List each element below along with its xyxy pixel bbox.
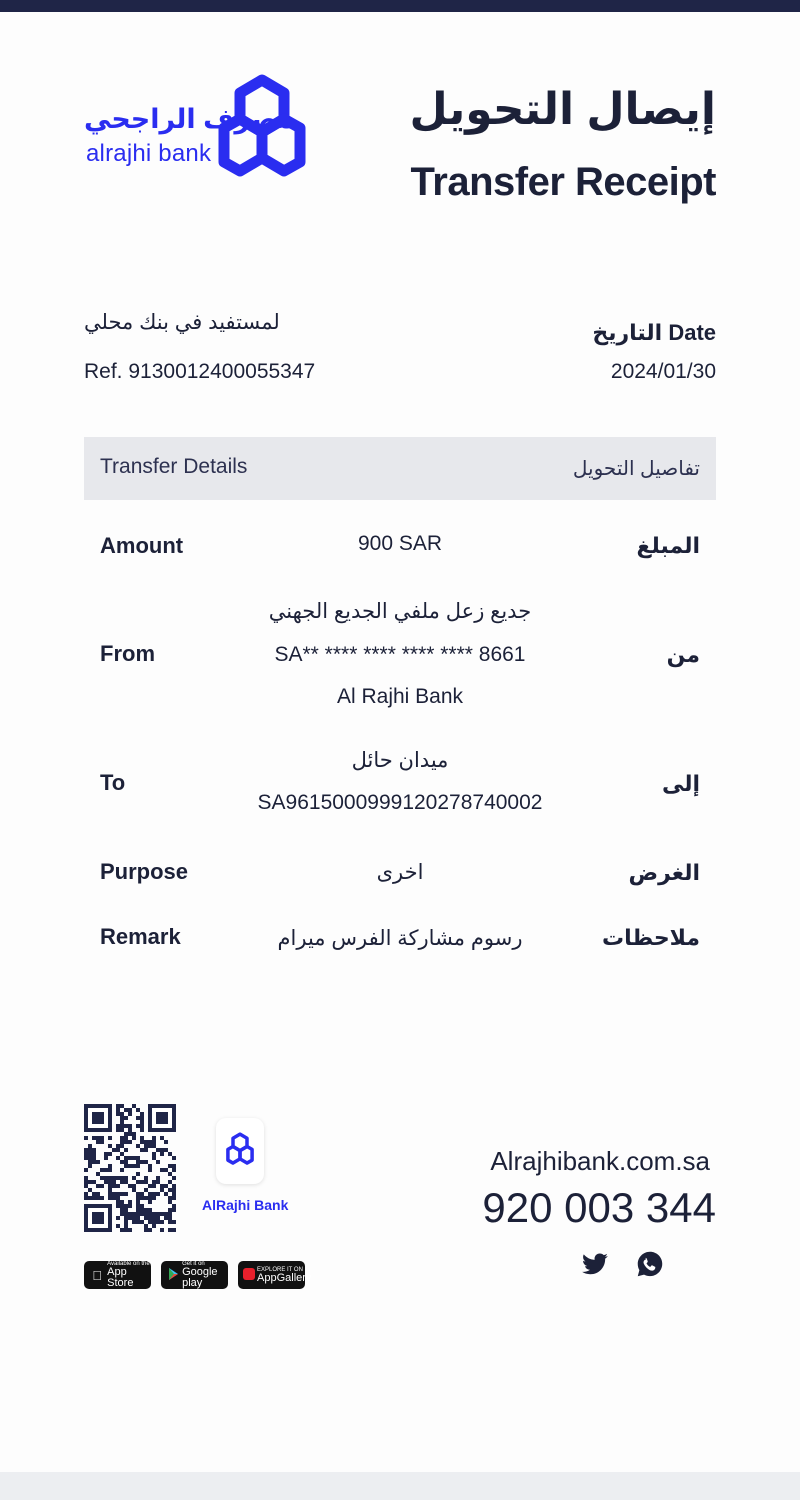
app-store-badge[interactable] [84, 1261, 151, 1289]
from-bank: Al Rajhi Bank [336, 685, 464, 708]
purpose-label-arabic: الغرض [628, 860, 700, 885]
from-label-arabic: من [666, 642, 700, 667]
remark-label-arabic: ملاحظات [602, 925, 700, 950]
apple-icon [89, 1268, 105, 1283]
qr-code[interactable] [84, 1104, 176, 1232]
to-label: To [100, 770, 126, 795]
details-header-english: Transfer Details [100, 455, 248, 478]
alrajhi-logo-icon [218, 72, 306, 188]
app-icon-tile[interactable] [216, 1118, 264, 1184]
huawei-icon [243, 1268, 255, 1283]
to-account: SA9615000999120278740002 [257, 791, 543, 814]
from-label: From [100, 641, 155, 666]
app-gallery-badge[interactable] [238, 1261, 312, 1289]
brand-name-arabic: مصرف الراجحي [84, 104, 295, 134]
app-gallery-small: EXPLORE IT ON [257, 1266, 303, 1273]
google-play-icon [166, 1268, 180, 1283]
transfer-type: لمستفيد في بنك محلي [84, 311, 280, 334]
amount-label-arabic: المبلغ [636, 533, 700, 558]
phone-number[interactable]: 920 003 344 [482, 1184, 716, 1231]
brand-name-english: alrajhi bank [86, 140, 212, 167]
bottom-strip [0, 1472, 800, 1500]
reference-number: Ref. 9130012400055347 [84, 360, 316, 383]
amount-label: Amount [100, 533, 184, 558]
app-store-big: App Store [107, 1266, 134, 1289]
app-gallery-big: AppGallery [257, 1271, 312, 1284]
purpose-value: اخرى [376, 861, 424, 884]
website-link[interactable]: Alrajhibank.com.sa [490, 1146, 710, 1176]
twitter-icon[interactable] [581, 1250, 609, 1278]
app-name: AlRajhi Bank [202, 1197, 289, 1213]
title-english: Transfer Receipt [410, 160, 716, 204]
google-play-small: Get it on [182, 1261, 205, 1267]
app-store-small: Available on the [107, 1261, 150, 1267]
to-name: ميدان حائل [351, 749, 449, 772]
from-name: جديع زعل ملفي الجديع الجهني [268, 600, 532, 623]
from-account: SA** **** **** **** **** 8661 [274, 643, 526, 666]
amount-value: 900 SAR [357, 532, 443, 555]
google-play-big: Google play [182, 1266, 218, 1289]
transfer-details-header [84, 437, 716, 500]
google-play-badge[interactable] [161, 1261, 228, 1289]
title-arabic: إيصال التحويل [409, 85, 716, 134]
remark-value: رسوم مشاركة الفرس ميرام [277, 927, 523, 950]
date-label: التاريخ Date [592, 320, 716, 345]
purpose-label: Purpose [100, 859, 189, 884]
remark-label: Remark [100, 924, 181, 949]
to-label-arabic: إلى [661, 771, 700, 796]
alrajhi-app-icon [226, 1130, 254, 1170]
top-bar [0, 0, 800, 12]
date-value: 2024/01/30 [610, 360, 716, 383]
details-header-arabic: تفاصيل التحويل [572, 458, 700, 480]
whatsapp-icon[interactable] [636, 1250, 664, 1278]
